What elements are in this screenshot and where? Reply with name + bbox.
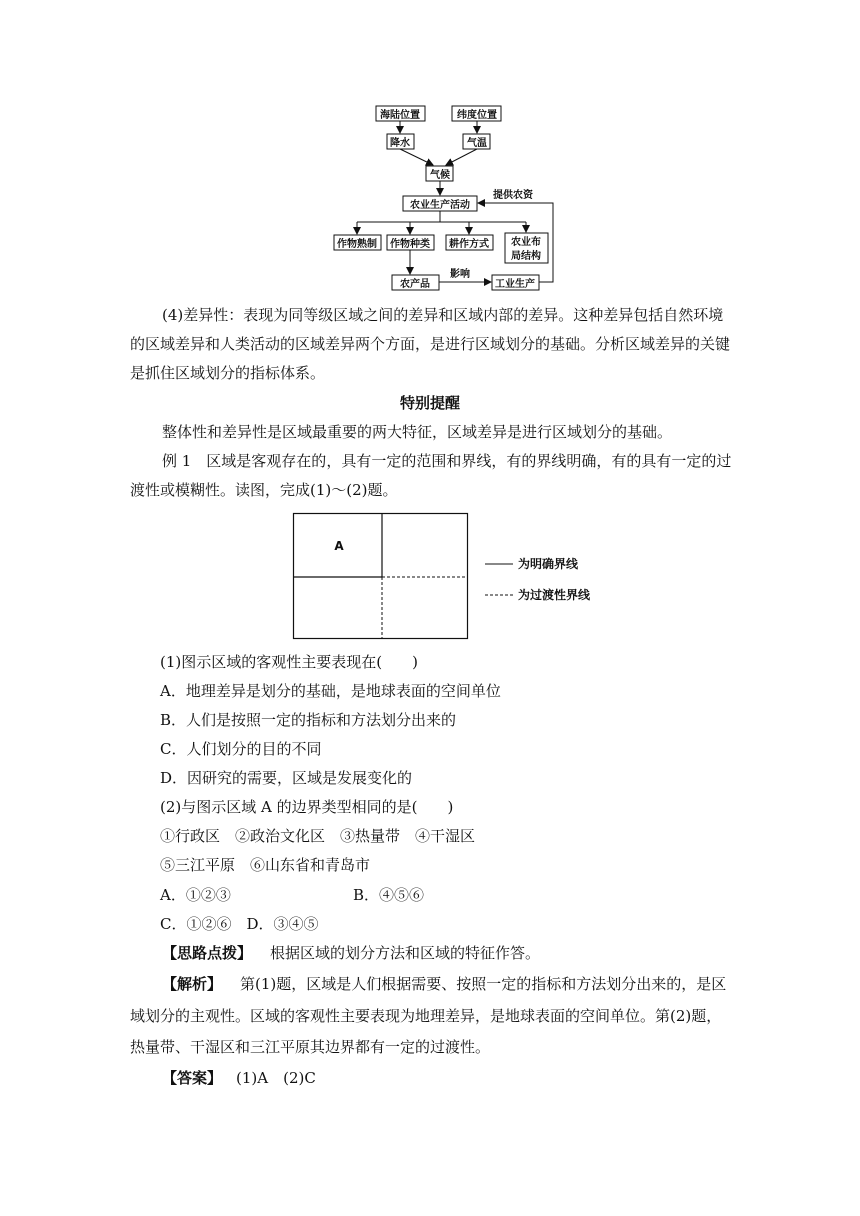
analysis-line3: 热量带、干湿区和三江平原其边界都有一定的过渡性。: [130, 1038, 491, 1056]
answer-row: [162, 1068, 316, 1088]
node-agriculture: 农业生产活动: [410, 200, 470, 211]
node-layout-line1: 农业布: [511, 237, 541, 248]
region-outer-border: [294, 514, 468, 639]
node-products: 农产品: [400, 279, 430, 290]
question-1: (1)图示区域的客观性主要表现在( ): [160, 653, 418, 671]
node-layout-line2: 局结构: [511, 251, 541, 262]
q1-option-a: A．地理差异是划分的基础，是地球表面的空间单位: [160, 682, 501, 700]
q1-option-b: B．人们是按照一定的指标和方法划分出来的: [160, 711, 457, 729]
node-sea-land: 海陆位置: [380, 110, 420, 121]
analysis-label: 【解析】: [162, 975, 223, 993]
q2-items-2: ⑤三江平原 ⑥山东省和青岛市: [160, 856, 371, 874]
label-provide: 提供农资: [493, 190, 533, 201]
q1-option-c: C．人们划分的目的不同: [160, 740, 322, 758]
answer-label: 【答案】: [162, 1069, 223, 1087]
node-industry: 工业生产: [495, 279, 535, 290]
node-climate: 气候: [430, 170, 450, 181]
q2-items-1: ①行政区 ②政治文化区 ③热量带 ④干湿区: [160, 827, 476, 845]
q2-option-a: A．①②③: [160, 886, 231, 904]
q1-option-d: D．因研究的需要，区域是发展变化的: [160, 769, 413, 787]
tip-heading: 特别提醒: [399, 394, 460, 412]
agriculture-flowchart: [0, 0, 860, 300]
tip-text: 整体性和差异性是区域最重要的两大特征，区域差异是进行区域划分的基础。: [162, 423, 673, 441]
legend-solid-label: 为明确界线: [518, 557, 579, 571]
answer-text: (1)A (2)C: [236, 1069, 316, 1087]
paragraph-4-line2: 的区域差异和人类活动的区域差异两个方面，是进行区域划分的基础。分析区域差异的关键: [130, 335, 731, 353]
region-a-label: A: [334, 539, 344, 553]
label-influence: 影响: [450, 269, 470, 280]
example-line1: 例 1 区域是客观存在的，具有一定的范围和界线，有的界线明确，有的具有一定的过: [162, 452, 732, 470]
hint-row: [162, 943, 540, 963]
example-line2: 渡性或模糊性。读图，完成(1)～(2)题。: [130, 481, 398, 499]
q2-option-b: B．④⑤⑥: [353, 886, 425, 904]
region-figure: [0, 508, 860, 648]
node-precipitation: 降水: [390, 138, 410, 149]
analysis-line1: 第(1)题，区域是人们根据需要、按照一定的指标和方法划分出来的，是区: [240, 975, 727, 993]
node-farming: 耕作方式: [449, 239, 489, 250]
node-temperature: 气温: [467, 138, 487, 149]
analysis-line2: 域划分的主观性。区域的客观性主要表现为地理差异，是地球表面的空间单位。第(2)题，: [130, 1007, 722, 1025]
node-maturity: 作物熟制: [337, 239, 377, 250]
question-2: (2)与图示区域 A 的边界类型相同的是( ): [160, 798, 454, 816]
hint-label: 【思路点拨】: [162, 944, 253, 962]
hint-text: 根据区域的划分方法和区域的特征作答。: [270, 944, 541, 962]
analysis-row: [162, 974, 726, 994]
paragraph-4-line3: 是抓住区域划分的指标体系。: [130, 364, 326, 382]
q2-option-cd: C．①②⑥ D．③④⑤: [160, 915, 319, 933]
paragraph-4-line1: (4)差异性：表现为同等级区域之间的差异和区域内部的差异。这种差异包括自然环境: [162, 306, 724, 324]
node-latitude: 纬度位置: [457, 110, 497, 121]
legend-dashed-label: 为过渡性界线: [518, 588, 591, 602]
node-crop-type: 作物种类: [390, 239, 430, 250]
